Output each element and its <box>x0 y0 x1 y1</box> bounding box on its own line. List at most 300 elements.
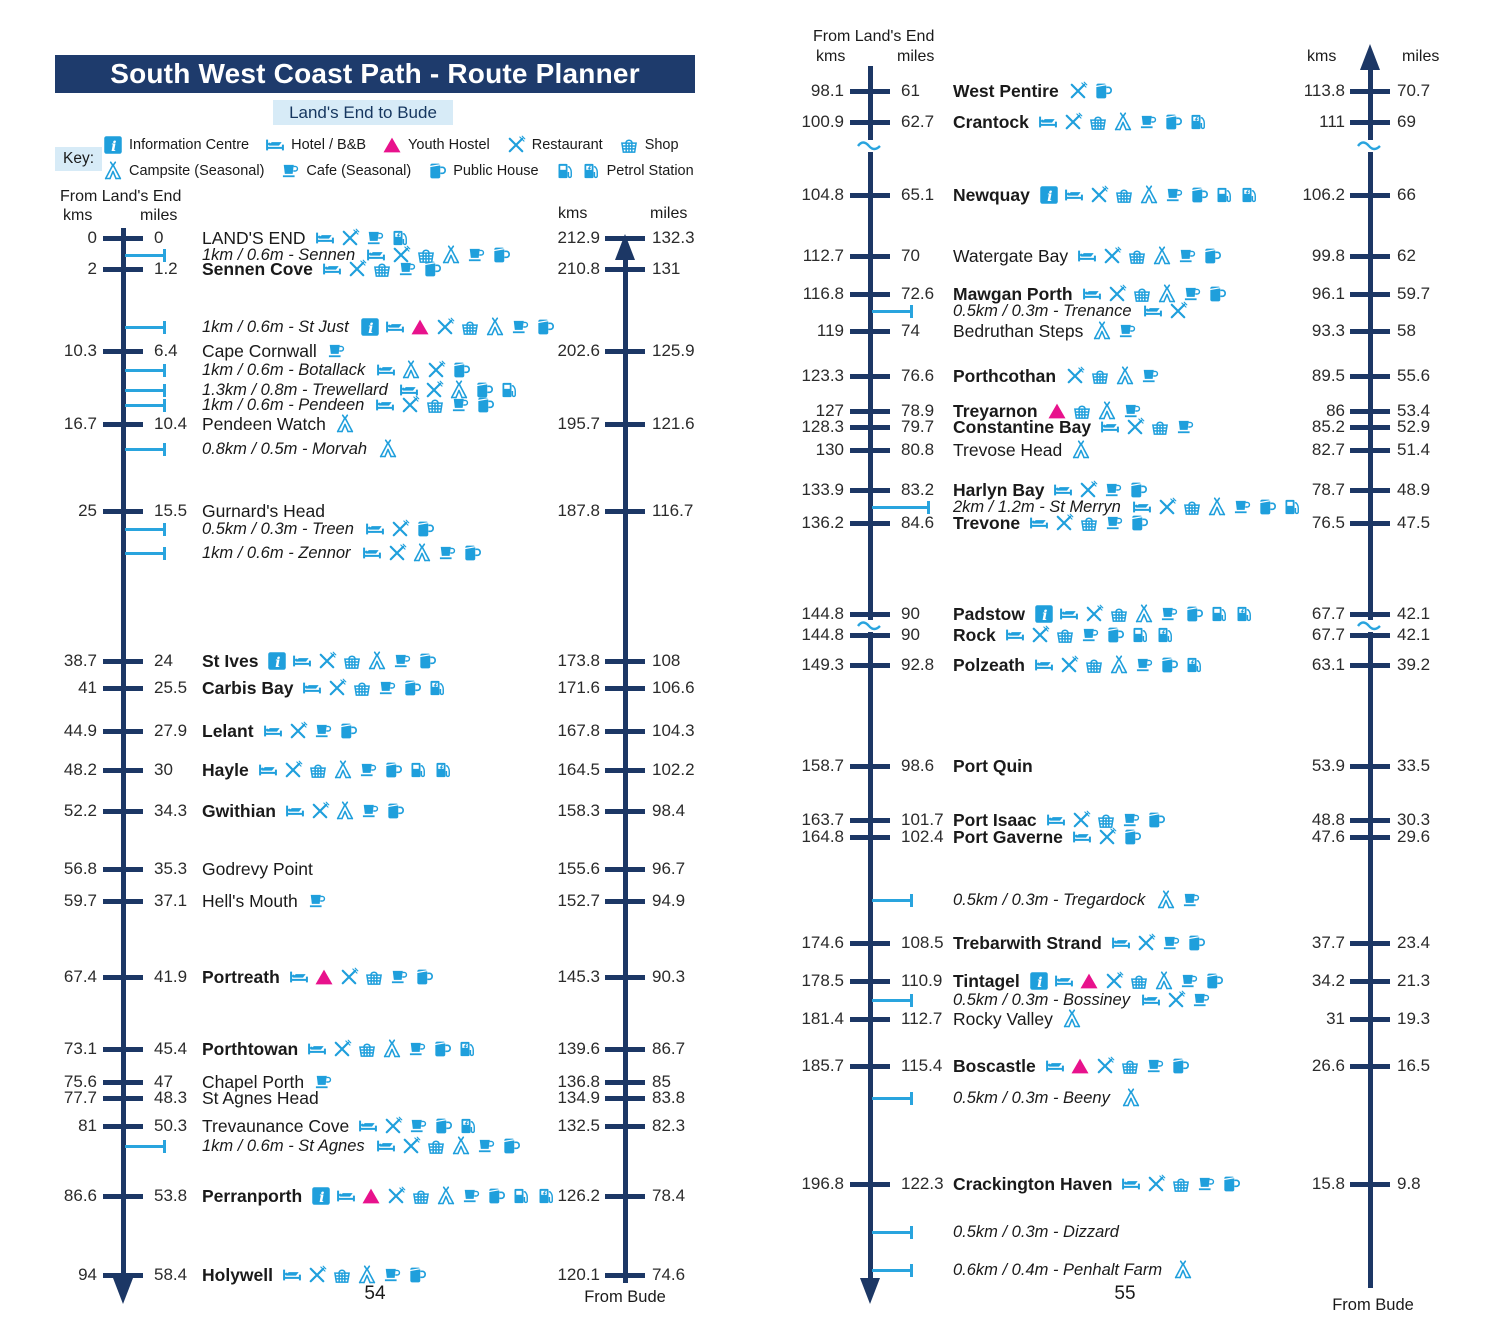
station-tick <box>850 409 890 414</box>
campsite-icon <box>367 651 387 671</box>
distance-from-bude-kms: 126.2 <box>557 1186 600 1205</box>
hotel-icon <box>1072 827 1092 847</box>
shop-icon <box>411 1186 431 1206</box>
distance-from-bude-miles: 39.2 <box>1397 655 1431 674</box>
station-tick <box>103 509 143 514</box>
station-tick-return <box>605 1096 645 1101</box>
offshoot-row <box>953 888 1201 912</box>
station-row <box>953 319 1137 343</box>
petrol-icon <box>511 1186 531 1206</box>
station-row <box>202 1037 477 1061</box>
station-name: Lelant <box>202 720 254 741</box>
distance-miles: 80.8 <box>901 440 935 459</box>
restaurant-icon <box>506 135 526 155</box>
station-tick <box>103 867 143 872</box>
petrol2-icon <box>1234 604 1254 624</box>
distance-line-outbound-arrow <box>860 1278 880 1304</box>
shop-icon <box>460 317 480 337</box>
station-tick <box>103 686 143 691</box>
distance-miles: 110.9 <box>901 971 943 990</box>
restaurant-icon <box>1065 366 1085 386</box>
legend-item <box>103 135 249 155</box>
distance-miles: 24 <box>154 651 173 670</box>
station-tick-return <box>605 768 645 773</box>
station-tick <box>103 768 143 773</box>
svg-text:i: i <box>275 654 281 671</box>
distance-kms: 73.1 <box>63 1039 97 1058</box>
offshoot-end-cap <box>163 443 166 456</box>
hotel-icon <box>376 360 396 380</box>
station-row <box>202 676 447 700</box>
station-row <box>202 412 355 436</box>
cafe-icon <box>397 259 417 279</box>
legend-item-label: Shop <box>644 137 679 153</box>
campsite-icon <box>436 1186 456 1206</box>
restaurant-icon <box>1168 301 1188 321</box>
station-tick <box>850 292 890 297</box>
distance-from-bude-miles: 98.4 <box>652 801 686 820</box>
offshoot-line <box>125 528 163 531</box>
station-tick <box>850 979 890 984</box>
offshoot-row <box>202 541 482 565</box>
station-tick-return <box>1350 633 1390 638</box>
distance-kms: 52.2 <box>63 801 97 820</box>
campsite-icon <box>335 414 355 434</box>
station-tick <box>103 422 143 427</box>
distance-from-bude-miles: 55.6 <box>1397 366 1431 385</box>
kms-header-right: kms <box>558 205 588 222</box>
restaurant-icon <box>1054 513 1074 533</box>
station-tick-return <box>1350 818 1390 823</box>
distance-kms: 130 <box>815 440 844 459</box>
pub-icon <box>383 760 403 780</box>
distance-from-bude-miles: 30.3 <box>1397 810 1431 829</box>
distance-line-outbound-arrow <box>113 1278 133 1304</box>
from-bude-label: From Bude <box>584 1288 666 1306</box>
station-name: St Ives <box>202 650 259 671</box>
restaurant-icon <box>435 317 455 337</box>
restaurant-icon <box>1166 990 1186 1010</box>
distance-kms: 178.5 <box>801 971 844 990</box>
distance-from-bude-miles: 104.3 <box>652 721 695 740</box>
station-row <box>953 653 1204 677</box>
shop-icon <box>1120 1056 1140 1076</box>
distance-kms: 25 <box>78 501 97 520</box>
distance-from-bude-kms: 78.7 <box>1311 480 1345 499</box>
cafe-icon <box>510 317 530 337</box>
offshoot-row <box>202 437 398 461</box>
distance-miles: 30 <box>154 760 173 779</box>
station-name: Trebarwith Strand <box>953 932 1102 953</box>
station-tick-return <box>605 509 645 514</box>
line-break-squiggle <box>1357 619 1383 631</box>
distance-from-bude-miles: 96.7 <box>652 859 686 878</box>
legend-item <box>506 135 603 155</box>
miles-header-right: miles <box>1402 48 1440 65</box>
hotel-icon <box>1045 1056 1065 1076</box>
offshoot-label: 0.5km / 0.3m - Dizzard <box>953 1222 1119 1241</box>
distance-from-bude-kms: 155.6 <box>557 859 600 878</box>
petrol-icon <box>1214 185 1234 205</box>
shop-icon <box>1114 185 1134 205</box>
shop-icon <box>1090 366 1110 386</box>
station-name: Pendeen Watch <box>202 413 326 434</box>
cafe-icon <box>1134 655 1154 675</box>
distance-miles: 70 <box>901 246 920 265</box>
petrol2-icon <box>433 760 453 780</box>
offshoot-row <box>953 1258 1193 1282</box>
cafe-icon <box>1080 625 1100 645</box>
legend-item-label: Public House <box>453 163 539 179</box>
offshoot-label: 0.5km / 0.3m - Bossiney <box>953 990 1130 1009</box>
station-name: Treyarnon <box>953 400 1038 421</box>
station-name: Tintagel <box>953 970 1020 991</box>
distance-kms: 38.7 <box>63 651 97 670</box>
distance-from-bude-kms: 212.9 <box>557 228 600 247</box>
info-icon <box>103 135 123 155</box>
cafe-icon <box>377 678 397 698</box>
offshoot-line <box>125 1145 163 1148</box>
distance-from-bude-kms: 167.8 <box>557 721 600 740</box>
station-tick <box>850 1017 890 1022</box>
station-row <box>202 1184 556 1208</box>
station-name: Hell's Mouth <box>202 890 298 911</box>
station-row <box>953 931 1206 955</box>
petrol2-icon <box>458 1116 478 1136</box>
distance-miles: 108.5 <box>901 933 944 952</box>
station-tick <box>103 1080 143 1085</box>
station-tick <box>103 267 143 272</box>
station-name: Gwithian <box>202 800 276 821</box>
station-tick-return <box>605 729 645 734</box>
restaurant-icon <box>310 801 330 821</box>
station-row <box>953 511 1149 535</box>
key-label: Key: <box>55 147 102 171</box>
distance-from-bude-miles: 16.5 <box>1397 1056 1431 1075</box>
distance-kms: 144.8 <box>801 604 844 623</box>
station-tick <box>103 1047 143 1052</box>
station-tick-return <box>1350 835 1390 840</box>
distance-miles: 72.6 <box>901 284 935 303</box>
station-tick-return <box>1350 120 1390 125</box>
distance-miles: 76.6 <box>901 366 935 385</box>
distance-from-bude-miles: 94.9 <box>652 891 686 910</box>
restaurant-icon <box>383 1116 403 1136</box>
distance-from-bude-kms: 164.5 <box>557 760 600 779</box>
hotel-icon <box>289 967 309 987</box>
station-tick <box>850 89 890 94</box>
distance-miles: 25.5 <box>154 678 188 697</box>
station-row <box>202 857 317 881</box>
distance-from-bude-kms: 120.1 <box>557 1265 600 1284</box>
station-name: Harlyn Bay <box>953 479 1045 500</box>
from-lands-end-label: From Land's End <box>60 188 182 205</box>
legend-item <box>619 135 679 155</box>
station-tick-return <box>1350 89 1390 94</box>
hotel-icon <box>362 543 382 563</box>
distance-miles: 83.2 <box>901 480 935 499</box>
station-row <box>953 438 1091 462</box>
pub-icon <box>475 395 495 415</box>
station-name: Crackington Haven <box>953 1173 1113 1194</box>
campsite-icon <box>401 360 421 380</box>
restaurant-icon <box>307 1265 327 1285</box>
station-tick-return <box>605 686 645 691</box>
pub-icon <box>462 543 482 563</box>
distance-from-bude-kms: 37.7 <box>1311 933 1345 952</box>
distance-miles: 15.5 <box>154 501 188 520</box>
line-break-squiggle <box>857 139 883 151</box>
cafe-icon <box>1140 366 1160 386</box>
distance-from-bude-miles: 86.7 <box>652 1039 686 1058</box>
distance-from-bude-kms: 171.6 <box>557 678 600 697</box>
station-tick <box>850 425 890 430</box>
station-tick <box>850 818 890 823</box>
campsite-icon <box>1134 604 1154 624</box>
distance-miles: 10.4 <box>154 414 188 433</box>
station-name: Port Gaverne <box>953 826 1063 847</box>
distance-kms: 59.7 <box>63 891 97 910</box>
distance-from-bude-miles: 102.2 <box>652 760 695 779</box>
station-name: Trevaunance Cove <box>202 1115 350 1136</box>
restaurant-icon <box>1030 625 1050 645</box>
distance-from-bude-kms: 210.8 <box>557 259 600 278</box>
offshoot-label: 0.5km / 0.3m - Tregardock <box>953 890 1146 909</box>
pub-icon <box>1129 513 1149 533</box>
distance-from-bude-miles: 74.6 <box>652 1265 686 1284</box>
pub-icon <box>414 967 434 987</box>
offshoot-row <box>953 1220 1125 1244</box>
pub-icon <box>1163 112 1183 132</box>
cafe-icon <box>1161 933 1181 953</box>
station-tick <box>850 941 890 946</box>
distance-from-bude-kms: 136.8 <box>557 1072 600 1091</box>
station-tick <box>850 633 890 638</box>
station-tick-return <box>1350 663 1390 668</box>
distance-kms: 81 <box>78 1116 97 1135</box>
distance-kms: 149.3 <box>801 655 844 674</box>
cafe-icon <box>1191 990 1211 1010</box>
restaurant-icon <box>327 678 347 698</box>
distance-from-bude-kms: 132.5 <box>557 1116 600 1135</box>
station-tick-return <box>1350 1064 1390 1069</box>
station-name: Rock <box>953 624 996 645</box>
station-tick-return <box>1350 329 1390 334</box>
legend-row <box>103 132 710 158</box>
cafe-icon <box>392 651 412 671</box>
station-name: Porthtowan <box>202 1038 299 1059</box>
distance-kms: 136.2 <box>801 513 844 532</box>
hotel-icon <box>365 519 385 539</box>
pub-icon <box>451 360 471 380</box>
station-tick-return <box>605 1194 645 1199</box>
station-name: Porthcothan <box>953 365 1057 386</box>
shop-icon <box>308 760 328 780</box>
station-name: West Pentire <box>953 80 1059 101</box>
svg-text:i: i <box>367 320 374 337</box>
cafe-icon <box>389 967 409 987</box>
station-row <box>202 799 405 823</box>
hotel-icon <box>1100 417 1120 437</box>
shop-icon <box>1109 604 1129 624</box>
distance-miles: 98.6 <box>901 756 935 775</box>
distance-kms: 104.8 <box>801 185 844 204</box>
hotel-icon <box>1005 625 1025 645</box>
station-row <box>953 1172 1241 1196</box>
cafe-icon <box>1177 246 1197 266</box>
miles-header: miles <box>140 207 178 224</box>
station-tick-return <box>1350 425 1390 430</box>
legend-item-label: Petrol Station <box>606 163 694 179</box>
station-tick <box>103 809 143 814</box>
campsite-icon <box>333 760 353 780</box>
shop-icon <box>357 1039 377 1059</box>
distance-miles: 112.7 <box>901 1009 943 1028</box>
campsite-icon <box>1207 497 1227 517</box>
hotel-icon <box>1059 604 1079 624</box>
pub-icon <box>501 1136 521 1156</box>
station-row <box>202 649 437 673</box>
station-tick <box>850 329 890 334</box>
legend-item-label: Cafe (Seasonal) <box>306 163 412 179</box>
distance-kms: 196.8 <box>801 1174 844 1193</box>
pub-icon <box>1093 81 1113 101</box>
offshoot-line <box>872 1231 910 1234</box>
cafe-icon <box>1175 417 1195 437</box>
campsite-icon <box>357 1265 377 1285</box>
distance-from-bude-kms: 31 <box>1326 1009 1345 1028</box>
station-name: Sennen Cove <box>202 258 313 279</box>
distance-from-bude-miles: 66 <box>1397 185 1416 204</box>
distance-from-bude-kms: 53.9 <box>1311 756 1345 775</box>
station-name: Perranporth <box>202 1185 303 1206</box>
hotel-icon <box>1143 301 1163 321</box>
restaurant-icon <box>1059 655 1079 675</box>
line-break-squiggle <box>1357 139 1383 151</box>
pub-icon <box>402 678 422 698</box>
station-name: LAND'S END <box>202 227 306 248</box>
campsite-icon <box>335 801 355 821</box>
hotel-icon <box>1077 246 1097 266</box>
shop-icon <box>1084 655 1104 675</box>
hotel-icon <box>1038 112 1058 132</box>
distance-kms: 163.7 <box>801 810 844 829</box>
campsite-icon <box>451 1136 471 1156</box>
shop-icon <box>364 967 384 987</box>
shop-icon <box>619 135 639 155</box>
restaurant-icon <box>347 259 367 279</box>
offshoot-end-cap <box>910 894 913 907</box>
pub-icon <box>407 1265 427 1285</box>
distance-kms: 119 <box>816 321 844 340</box>
distance-miles: 0 <box>154 228 164 247</box>
petrol-icon <box>499 380 519 400</box>
distance-from-bude-miles: 78.4 <box>652 1186 686 1205</box>
distance-kms: 174.6 <box>801 933 844 952</box>
distance-from-bude-kms: 67.7 <box>1311 625 1345 644</box>
hostel-icon <box>1070 1056 1090 1076</box>
station-tick-return <box>1350 374 1390 379</box>
campsite-icon <box>1156 890 1176 910</box>
station-row <box>953 754 1037 778</box>
petrol2-icon <box>1239 185 1259 205</box>
pub-icon <box>385 801 405 821</box>
pub-icon <box>1105 625 1125 645</box>
offshoot-row <box>202 315 555 339</box>
distance-line-return-arrow <box>1360 44 1380 70</box>
station-tick-return <box>1350 979 1390 984</box>
restaurant-icon <box>1102 246 1122 266</box>
station-tick-return <box>1350 488 1390 493</box>
distance-miles: 35.3 <box>154 859 188 878</box>
distance-from-bude-miles: 70.7 <box>1397 81 1431 100</box>
station-name: Carbis Bay <box>202 677 294 698</box>
station-tick <box>850 663 890 668</box>
distance-miles: 1.2 <box>154 259 178 278</box>
hotel-icon <box>1121 1174 1141 1194</box>
distance-miles: 45.4 <box>154 1039 188 1058</box>
station-row <box>953 364 1160 388</box>
station-tick-return <box>1350 1182 1390 1187</box>
distance-miles: 90 <box>901 604 920 623</box>
offshoot-row <box>202 1134 521 1158</box>
shop-icon <box>1150 417 1170 437</box>
station-tick-return <box>1350 521 1390 526</box>
station-tick <box>850 612 890 617</box>
campsite-icon <box>382 1039 402 1059</box>
distance-miles: 102.4 <box>901 827 944 846</box>
station-tick-return <box>1350 292 1390 297</box>
station-tick-return <box>605 809 645 814</box>
distance-miles: 41.9 <box>154 967 188 986</box>
cafe-icon <box>450 395 470 415</box>
distance-from-bude-kms: 82.7 <box>1311 440 1345 459</box>
offshoot-row <box>953 1086 1141 1110</box>
svg-text:i: i <box>1046 188 1053 205</box>
station-row <box>953 110 1208 134</box>
cafe-icon <box>1164 185 1184 205</box>
restaurant-icon <box>1157 497 1177 517</box>
station-row <box>953 415 1195 439</box>
pub-icon <box>535 317 555 337</box>
station-row <box>953 1007 1082 1031</box>
station-tick <box>103 1096 143 1101</box>
cafe-icon <box>360 801 380 821</box>
station-tick <box>103 975 143 980</box>
hotel-icon <box>263 721 283 741</box>
station-name: Holywell <box>202 1264 273 1285</box>
shop-icon <box>372 259 392 279</box>
legend-item <box>555 161 694 181</box>
shop-icon <box>1088 112 1108 132</box>
station-name: Boscastle <box>953 1055 1036 1076</box>
miles-header-right: miles <box>650 205 688 222</box>
station-tick-return <box>605 1273 645 1278</box>
distance-miles: 65.1 <box>901 185 935 204</box>
distance-miles: 27.9 <box>154 721 188 740</box>
distance-miles: 48.3 <box>154 1088 188 1107</box>
shop-icon <box>352 678 372 698</box>
distance-miles: 6.4 <box>154 341 178 360</box>
restaurant-icon <box>1146 1174 1166 1194</box>
cafe-icon <box>1181 890 1201 910</box>
pub-icon <box>1170 1056 1190 1076</box>
distance-from-bude-miles: 47.5 <box>1397 513 1431 532</box>
cafe-icon <box>1196 1174 1216 1194</box>
distance-from-bude-kms: 145.3 <box>557 967 600 986</box>
campsite-icon <box>1109 655 1129 675</box>
cafe-icon <box>1145 1056 1165 1076</box>
